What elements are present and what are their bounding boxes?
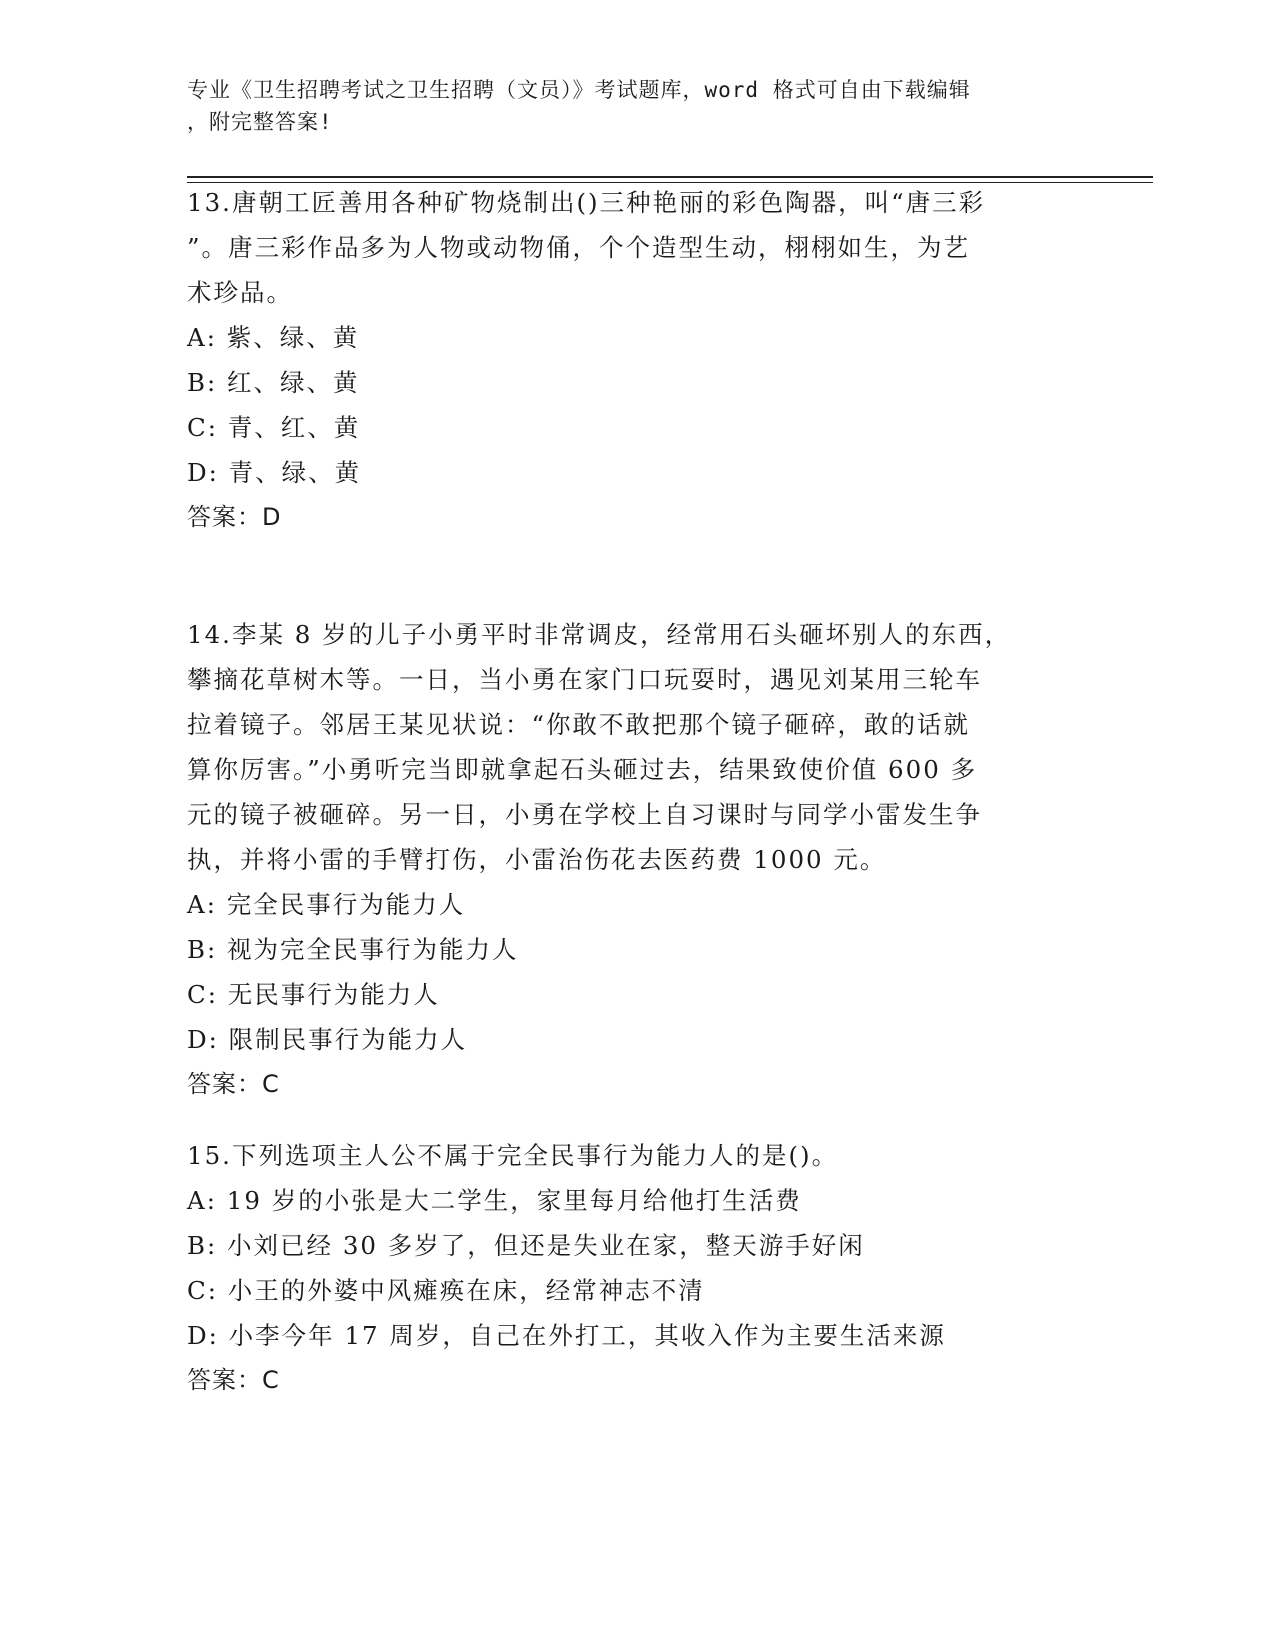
document-header <box>187 74 1067 138</box>
question-stem-line: 执，并将小雷的手臂打伤，小雷治伤花去医药费 1000 元。 <box>187 845 887 874</box>
option-c: C: 青、红、黄 <box>187 413 361 442</box>
option-c: C: 无民事行为能力人 <box>187 980 440 1009</box>
option-b: B: 视为完全民事行为能力人 <box>187 935 519 964</box>
option-c: C: 小王的外婆中风瘫痪在床，经常神志不清 <box>187 1276 705 1305</box>
question-stem-line: 拉着镜子。邻居王某见状说：“你敢不敢把那个镜子砸碎，敢的话就 <box>187 710 971 739</box>
option-a: A: 紫、绿、黄 <box>187 323 360 352</box>
header-divider-thick <box>187 176 1153 178</box>
header-line-2: ，附完整答案! <box>187 110 333 134</box>
question-stem-line: 攀摘花草树木等。一日，当小勇在家门口玩耍时，遇见刘某用三轮车 <box>187 665 982 694</box>
option-b: B: 小刘已经 30 多岁了，但还是失业在家，整天游手好闲 <box>187 1231 865 1260</box>
question-stem-line: 15.下列选项主人公不属于完全民事行为能力人的是()。 <box>187 1141 839 1170</box>
option-a: A: 19 岁的小张是大二学生，家里每月给他打生活费 <box>187 1186 802 1215</box>
option-d: D: 青、绿、黄 <box>187 458 362 487</box>
header-line-1: 专业《卫生招聘考试之卫生招聘（文员）》考试题库，word 格式可自由下载编辑 <box>187 78 971 102</box>
question-15 <box>187 1133 1067 1403</box>
question-stem-line: 算你厉害。”小勇听完当即就拿起石头砸过去，结果致使价值 600 多 <box>187 755 978 784</box>
answer-label: 答案：D <box>187 503 282 531</box>
question-14 <box>187 612 1067 1107</box>
question-stem-line: 13.唐朝工匠善用各种矿物烧制出()三种艳丽的彩色陶器，叫“唐三彩 <box>187 188 986 217</box>
question-stem-line: 元的镜子被砸碎。另一日，小勇在学校上自习课时与同学小雷发生争 <box>187 800 982 829</box>
question-stem-line: 14.李某 8 岁的儿子小勇平时非常调皮，经常用石头砸坏别人的东西， <box>187 620 1012 649</box>
option-d: D: 限制民事行为能力人 <box>187 1025 468 1054</box>
answer-label: 答案：C <box>187 1366 280 1394</box>
question-stem-line: ”。唐三彩作品多为人物或动物俑，个个造型生动，栩栩如生，为艺 <box>187 233 971 262</box>
option-a: A: 完全民事行为能力人 <box>187 890 466 919</box>
option-d: D: 小李今年 17 周岁，自己在外打工，其收入作为主要生活来源 <box>187 1321 946 1350</box>
answer-label: 答案：C <box>187 1070 280 1098</box>
option-b: B: 红、绿、黄 <box>187 368 360 397</box>
question-13 <box>187 180 1067 540</box>
question-stem-line: 术珍品。 <box>187 278 293 307</box>
